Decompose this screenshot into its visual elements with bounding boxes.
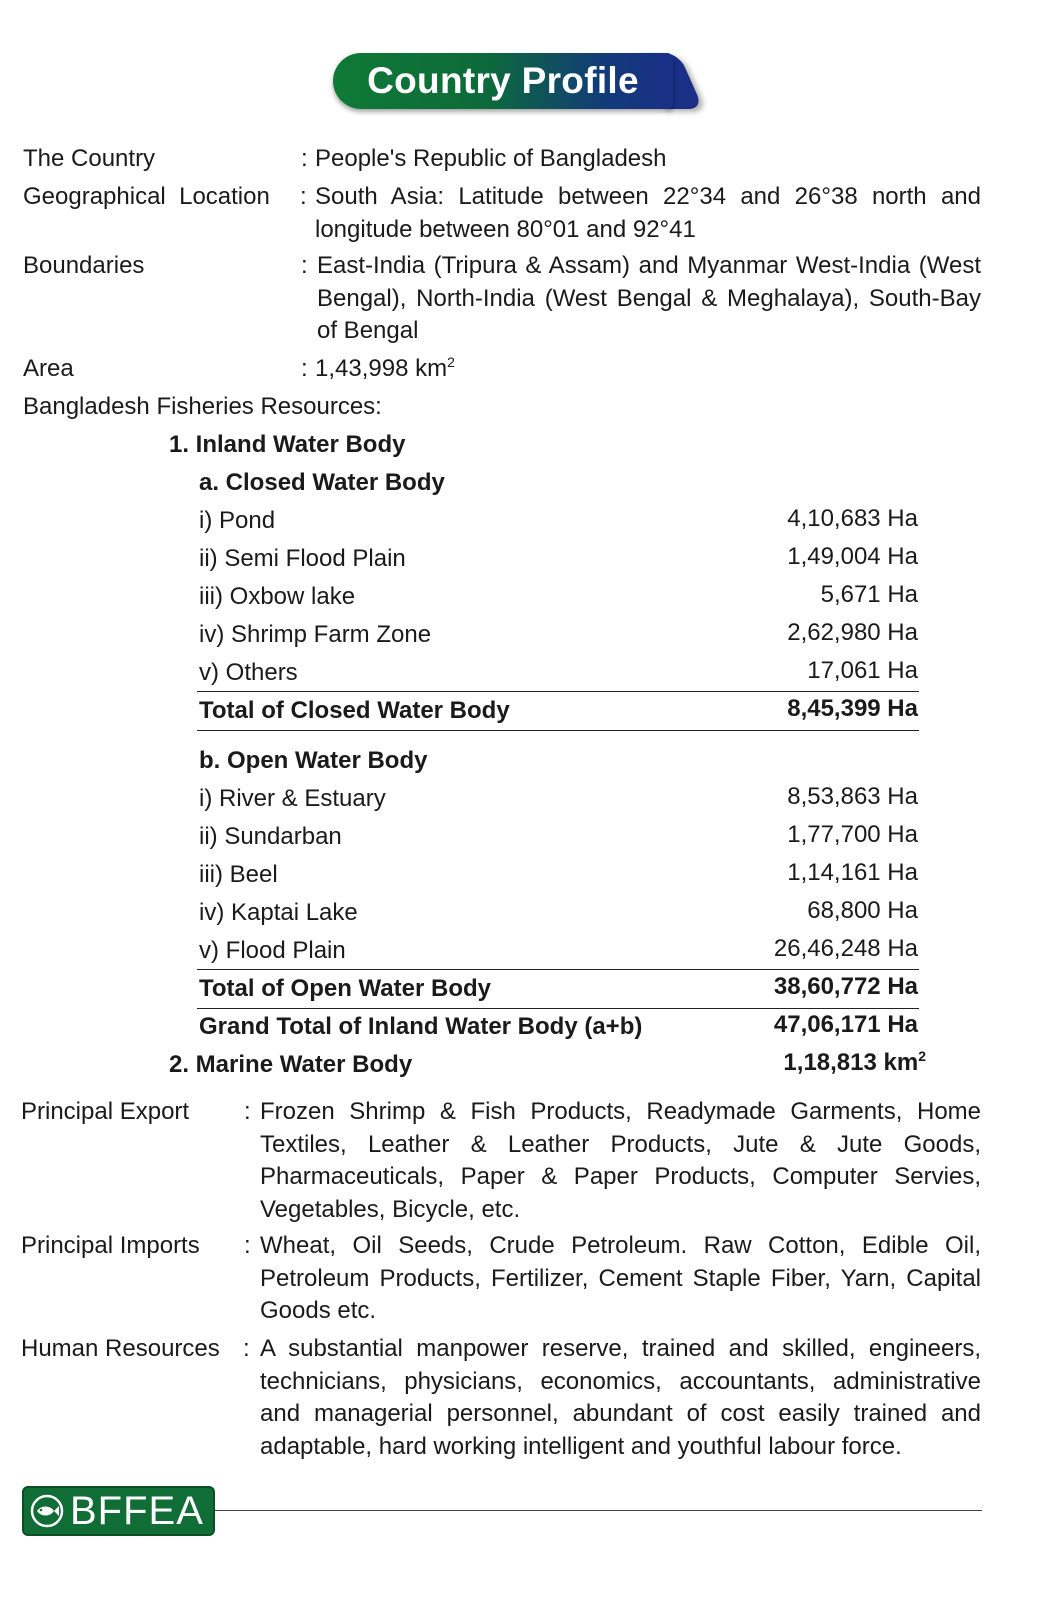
area-unit-superscript: 2 [447,354,455,370]
fish-emblem-icon [30,1494,64,1528]
human-resources-label: Human Resources [21,1335,220,1362]
page-title: Country Profile [333,53,673,109]
divider [197,730,919,731]
list-item-value: 8,53,863 Ha [787,783,918,810]
area-number: 1,43,998 km [315,355,448,382]
colon: : [244,1098,251,1125]
list-item-value: 1,14,161 Ha [787,859,918,886]
grand-total-label: Grand Total of Inland Water Body (a+b) [199,1013,643,1040]
divider [197,969,919,970]
export-label: Principal Export [21,1098,190,1125]
list-item-value: 17,061 Ha [807,657,918,684]
grand-total-value: 47,06,171 Ha [773,1011,918,1038]
list-item-name: ii) Semi Flood Plain [199,545,406,572]
imports-label: Principal Imports [21,1232,200,1259]
closed-heading: a. Closed Water Body [199,469,445,496]
footer-divider [214,1510,982,1511]
closed-total-label: Total of Closed Water Body [199,697,510,724]
open-total-value: 38,60,772 Ha [773,973,918,1000]
list-item-value: 1,77,700 Ha [787,821,918,848]
list-item-value: 1,49,004 Ha [787,543,918,570]
list-item-value: 68,800 Ha [807,897,918,924]
list-item-name: i) River & Estuary [199,785,386,812]
boundaries-value: East-India (Tripura & Assam) and Myanmar West-India (West Bengal), North-India (West Bengal & Meghalaya), South-Bay of Bengal [317,252,981,344]
closed-total-value: 8,45,399 Ha [787,695,918,722]
area-label: Area [23,355,74,382]
colon: : [243,1335,250,1362]
colon: : [301,355,308,382]
country-value: People's Republic of Bangladesh [315,145,667,172]
list-item-name: i) Pond [199,507,276,534]
list-item-name: iii) Oxbow lake [199,583,356,610]
marine-heading: 2. Marine Water Body [169,1051,413,1078]
colon: : [301,252,308,279]
list-item-name: v) Others [199,659,298,686]
bffea-logo [22,1486,215,1536]
list-item-value: 5,671 Ha [820,581,918,608]
colon: : [301,145,308,172]
location-label: Geographical Location [23,183,270,210]
open-total-label: Total of Open Water Body [199,975,491,1002]
marine-value [783,1049,926,1077]
boundaries-label: Boundaries [23,252,145,279]
colon: : [300,183,307,210]
divider [197,691,919,692]
fisheries-heading: Bangladesh Fisheries Resources: [23,393,382,420]
list-item-name: ii) Sundarban [199,823,342,850]
list-item-name: iii) Beel [199,861,278,888]
title-banner [333,53,693,115]
open-heading: b. Open Water Body [199,747,428,774]
country-label: The Country [23,145,156,172]
divider [197,1008,919,1009]
colon: : [244,1232,251,1259]
list-item-value: 4,10,683 Ha [787,505,918,532]
list-item-name: iv) Shrimp Farm Zone [199,621,432,648]
list-item-name: iv) Kaptai Lake [199,899,358,926]
area-value [315,353,981,386]
imports-value: Wheat, Oil Seeds, Crude Petroleum. Raw Cotton, Edible Oil, Petroleum Products, Fertilizer, Cement Staple Fiber, Yarn, Capital Goods etc. [260,1232,981,1324]
marine-unit-superscript: 2 [918,1048,926,1064]
export-value: Frozen Shrimp & Fish Products, Readymade Garments, Home Textiles, Leather & Leather Products, Jute & Jute Goods, Pharmaceuticals, Paper & Paper Products, Computer Servies, Vegetables, Bicycle, etc. [260,1098,981,1223]
inland-heading: 1. Inland Water Body [169,431,406,458]
logo-text: BFFEA [70,1489,204,1533]
list-item-name: v) Flood Plain [199,937,346,964]
list-item-value: 26,46,248 Ha [773,935,918,962]
location-value: South Asia: Latitude between 22°34 and 26°38 north and longitude between 80°01 and 92°41 [315,183,981,243]
human-resources-value: A substantial manpower reserve, trained and skilled, engineers, technicians, physicians, economics, accountants, administrative and managerial personnel, abundant of cost easily trained and adaptable, hard working intelligent and youthful labour force. [260,1335,981,1460]
list-item-value: 2,62,980 Ha [787,619,918,646]
marine-number: 1,18,813 km [783,1049,919,1076]
